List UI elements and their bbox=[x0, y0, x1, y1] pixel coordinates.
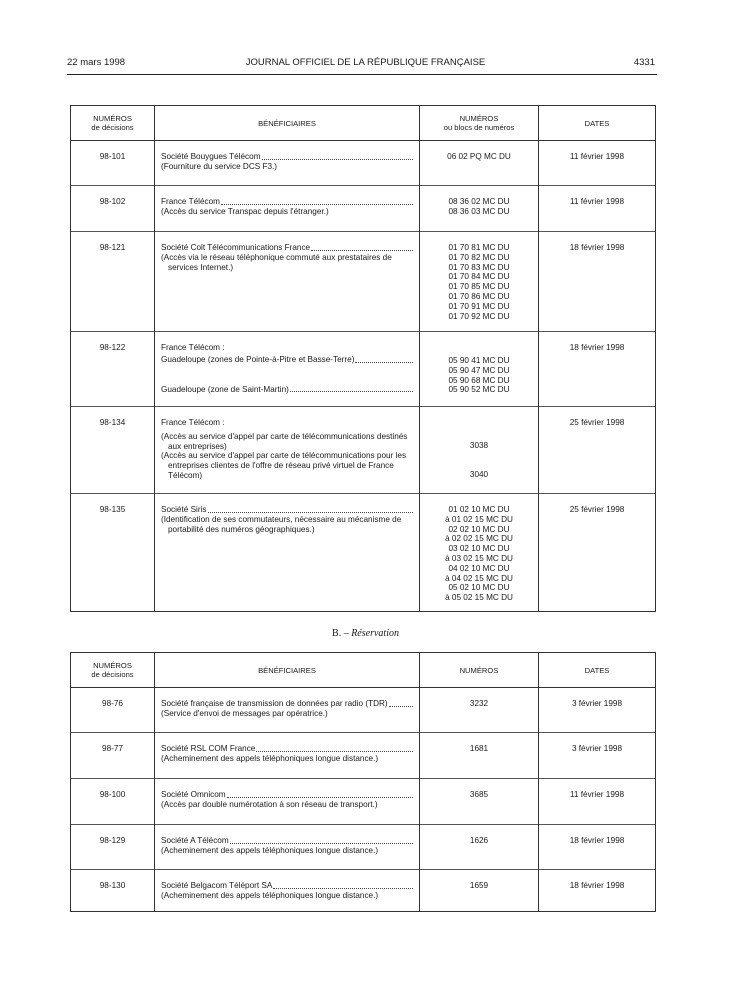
decision-number: 98-129 bbox=[99, 836, 126, 845]
beneficiary-name: Société Omnicom bbox=[161, 790, 226, 799]
header-page-number: 4331 bbox=[633, 57, 655, 68]
table-row bbox=[71, 232, 656, 332]
decision-number: 98-134 bbox=[99, 418, 126, 427]
number-value: 3232 bbox=[469, 699, 489, 708]
decision-number: 98-102 bbox=[99, 197, 126, 206]
number-value: 3685 bbox=[469, 790, 489, 799]
number-value: 05 90 41 MC DU bbox=[448, 356, 510, 365]
beneficiary-service: (Accès au service d'appel par carte de télécommunications destinés aux entreprises) bbox=[161, 431, 408, 451]
number-value: 08 36 03 MC DU bbox=[448, 206, 510, 216]
number-value: 1626 bbox=[469, 836, 489, 845]
table-row bbox=[71, 733, 656, 779]
beneficiary-zone: Guadeloupe (zones de Pointe-à-Pitre et Basse-Terre) bbox=[161, 354, 355, 364]
header-date: 22 mars 1998 bbox=[67, 57, 126, 68]
number-value: 05 90 68 MC DU bbox=[448, 375, 510, 385]
table-row bbox=[71, 141, 656, 186]
beneficiary-service: (Accès au service d'appel par carte de télécommunications pour les entreprises clientes de l'offre de réseau privé virtuel de France Télécom) bbox=[161, 451, 407, 480]
number-value: 3040 bbox=[469, 469, 489, 479]
beneficiary-name: Société française de transmission de données par radio (TDR) bbox=[161, 699, 388, 708]
beneficiary-name: Société Belgacom Téléport SA bbox=[161, 881, 273, 890]
date-value: 25 février 1998 bbox=[569, 418, 625, 427]
decision-number: 98-77 bbox=[102, 744, 123, 753]
number-value: 1659 bbox=[469, 881, 489, 890]
number-value: 02 02 10 MC DU bbox=[448, 524, 510, 534]
number-value: à 03 02 15 MC DU bbox=[445, 553, 513, 563]
beneficiary-detail: (Service d'envoi de messages par opératrice.) bbox=[161, 708, 328, 718]
decision-number: 98-101 bbox=[99, 152, 126, 161]
number-value: 04 02 10 MC DU bbox=[448, 563, 510, 573]
header-rule bbox=[67, 74, 657, 75]
table-row bbox=[71, 688, 656, 733]
beneficiary-detail: (Accès via le réseau téléphonique commuté aux prestataires de services Internet.) bbox=[161, 252, 392, 272]
beneficiary-name: France Télécom : bbox=[161, 343, 225, 352]
col-header-beneficiaires: BÉNÉFICIAIRES bbox=[155, 106, 420, 141]
beneficiary-detail: (Identification de ses commutateurs, nécessaire au mécanisme de portabilité des numéros géographiques.) bbox=[161, 514, 402, 534]
col-header-dates: DATES bbox=[539, 653, 656, 688]
beneficiary-detail: (Acheminement des appels téléphoniques longue distance.) bbox=[161, 845, 379, 855]
number-value: 01 70 83 MC DU bbox=[448, 262, 510, 272]
table-row bbox=[71, 186, 656, 232]
number-value: à 02 02 15 MC DU bbox=[445, 534, 513, 544]
table-row bbox=[71, 779, 656, 825]
beneficiary-name: Société RSL COM France bbox=[161, 744, 256, 753]
number-value: à 01 02 15 MC DU bbox=[445, 514, 513, 524]
number-value: 03 02 10 MC DU bbox=[448, 544, 510, 554]
beneficiary-name: Société Bouygues Télécom bbox=[161, 152, 261, 161]
beneficiary-name: France Télécom bbox=[161, 197, 221, 206]
table-row bbox=[71, 407, 656, 494]
number-value: 01 70 91 MC DU bbox=[448, 301, 510, 311]
beneficiary-name: Société Siris bbox=[161, 505, 207, 514]
table-row bbox=[71, 870, 656, 912]
date-value: 18 février 1998 bbox=[569, 243, 625, 252]
date-value: 25 février 1998 bbox=[569, 505, 625, 514]
decision-number: 98-130 bbox=[99, 881, 126, 890]
number-value: 05 90 52 MC DU bbox=[448, 385, 510, 395]
beneficiary-detail: (Acheminement des appels téléphoniques longue distance.) bbox=[161, 890, 379, 900]
beneficiary-detail: (Fourniture du service DCS F3.) bbox=[161, 161, 278, 171]
table-row bbox=[71, 825, 656, 870]
table-row bbox=[71, 332, 656, 407]
col-header-dates: DATES bbox=[539, 106, 656, 141]
beneficiary-zone: Guadeloupe (zone de Saint-Martin) bbox=[161, 384, 289, 394]
date-value: 18 février 1998 bbox=[569, 881, 625, 890]
number-value: à 04 02 15 MC DU bbox=[445, 573, 513, 583]
attribution-table bbox=[70, 105, 656, 612]
header-journal-title: JOURNAL OFFICIEL DE LA RÉPUBLIQUE FRANÇAISE bbox=[245, 57, 486, 68]
section-caption: B. – Réservation bbox=[332, 628, 399, 639]
number-value: 1681 bbox=[469, 744, 489, 753]
beneficiary-detail: (Accès par double numérotation à son réseau de transport.) bbox=[161, 799, 378, 809]
number-value: 05 02 10 MC DU bbox=[448, 583, 510, 593]
decision-number: 98-135 bbox=[99, 505, 126, 514]
beneficiary-detail: (Accès du service Transpac depuis l'étranger.) bbox=[161, 206, 329, 216]
number-value: 01 02 10 MC DU bbox=[448, 505, 510, 514]
col-header-decisions: NUMÉROS de décisions bbox=[71, 653, 155, 688]
beneficiary-detail: (Acheminement des appels téléphoniques longue distance.) bbox=[161, 753, 379, 763]
number-value: 08 36 02 MC DU bbox=[448, 197, 510, 206]
reservation-table bbox=[70, 652, 656, 912]
number-value: 05 90 47 MC DU bbox=[448, 365, 510, 375]
col-header-beneficiaires: BÉNÉFICIAIRES bbox=[155, 653, 420, 688]
number-value: 01 70 86 MC DU bbox=[448, 291, 510, 301]
beneficiary-name: Société A Télécom bbox=[161, 836, 229, 845]
number-value: 01 70 92 MC DU bbox=[448, 311, 510, 321]
date-value: 11 février 1998 bbox=[569, 152, 624, 161]
date-value: 11 février 1998 bbox=[569, 790, 624, 799]
decision-number: 98-122 bbox=[99, 343, 126, 352]
table-row bbox=[71, 494, 656, 612]
date-value: 18 février 1998 bbox=[569, 343, 625, 352]
date-value: 11 février 1998 bbox=[569, 197, 624, 206]
beneficiary-name: Société Colt Télécommunications France bbox=[161, 243, 311, 252]
date-value: 3 février 1998 bbox=[571, 744, 623, 753]
decision-number: 98-121 bbox=[99, 243, 126, 252]
date-value: 3 février 1998 bbox=[571, 699, 623, 708]
number-value: 06 02 PQ MC DU bbox=[447, 152, 511, 161]
number-value: 01 70 84 MC DU bbox=[448, 272, 510, 282]
number-value: 01 70 85 MC DU bbox=[448, 282, 510, 292]
date-value: 18 février 1998 bbox=[569, 836, 625, 845]
decision-number: 98-76 bbox=[102, 699, 123, 708]
number-value: à 05 02 15 MC DU bbox=[445, 593, 513, 603]
number-value: 3038 bbox=[469, 441, 489, 450]
beneficiary-name: France Télécom : bbox=[161, 418, 225, 427]
number-value: 01 70 82 MC DU bbox=[448, 252, 510, 262]
decision-number: 98-100 bbox=[99, 790, 126, 799]
col-header-numeros: NUMÉROS ou blocs de numéros bbox=[420, 106, 539, 141]
number-value: 01 70 81 MC DU bbox=[448, 243, 510, 252]
col-header-decisions: NUMÉROS de décisions bbox=[71, 106, 155, 141]
col-header-numeros: NUMÉROS bbox=[420, 653, 539, 688]
section-caption-title: Réservation bbox=[351, 628, 399, 639]
